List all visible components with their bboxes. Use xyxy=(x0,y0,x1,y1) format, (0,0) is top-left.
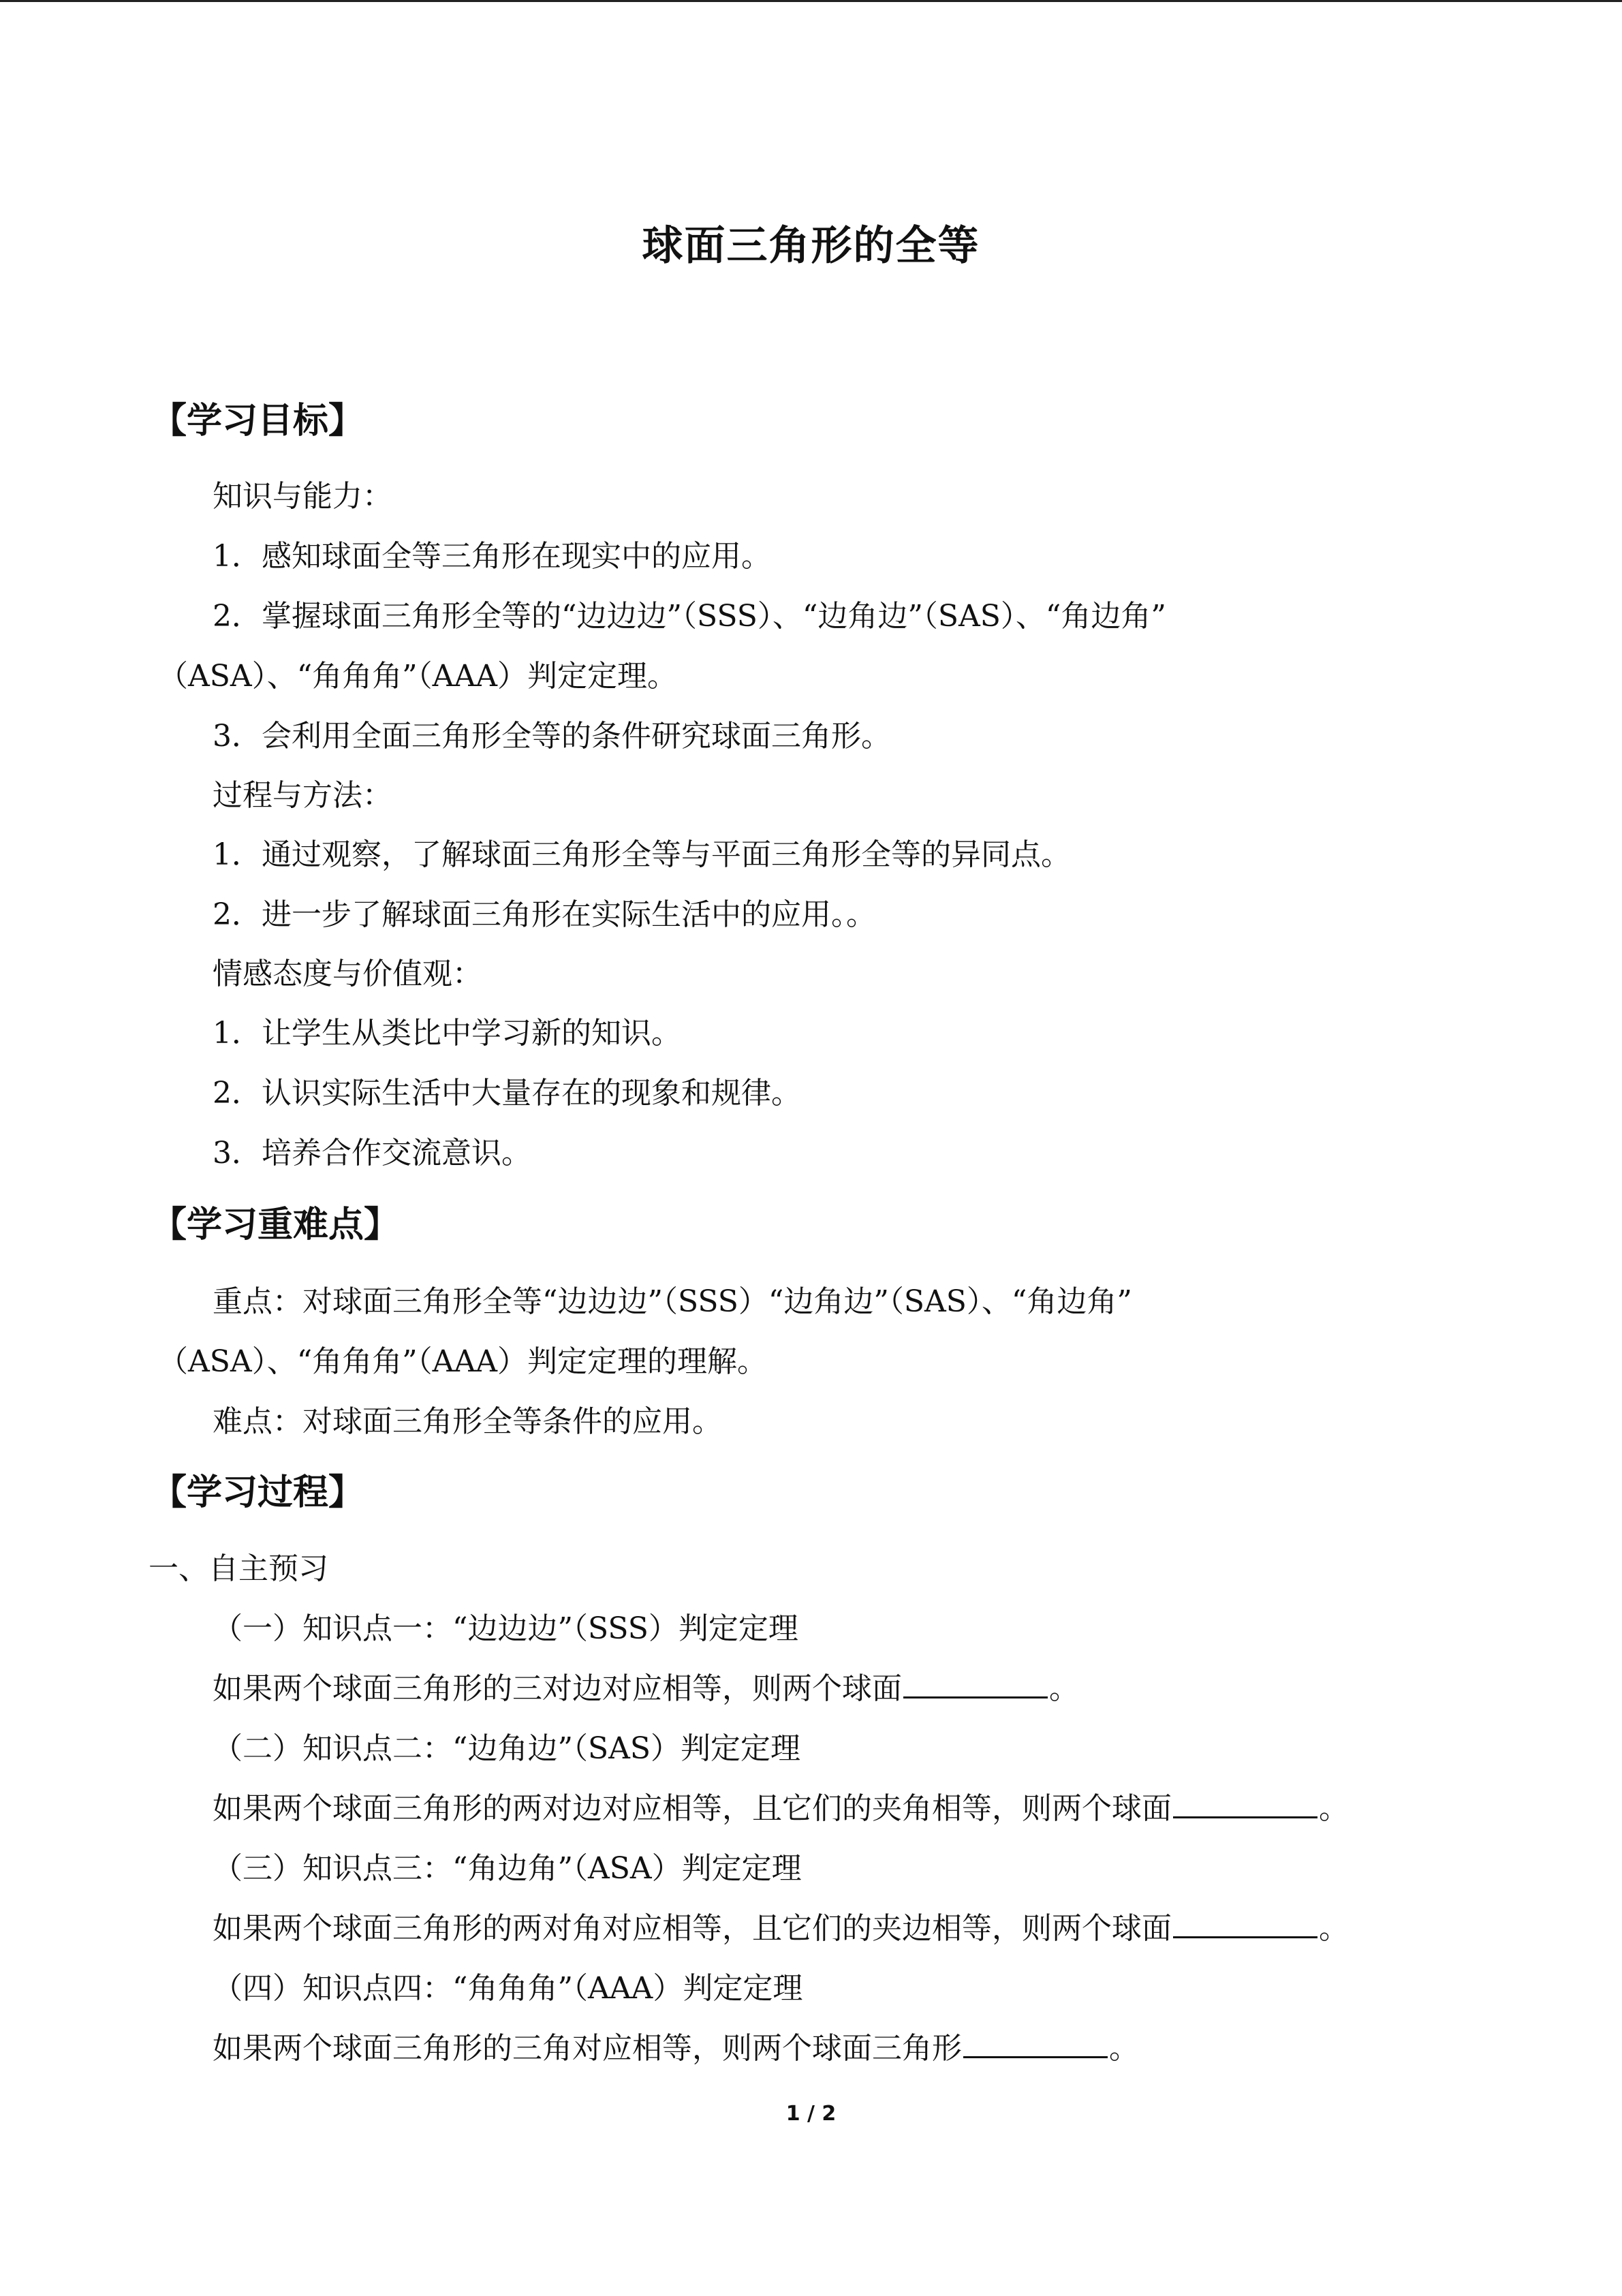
difficulty-text: 难点：对球面三角形全等条件的应用。 xyxy=(213,1404,722,1439)
process-label: 过程与方法： xyxy=(213,778,392,813)
page-title: 球面三角形的全等 xyxy=(642,222,980,270)
knowledge-point-title: （三）知识点三：“角边角”（ASA）判定定理 xyxy=(213,1851,802,1886)
section-heading-objectives: 【学习目标】 xyxy=(151,401,364,441)
fill-in-question: 如果两个球面三角形的两对角对应相等，且它们的夹边相等，则两个球面 。 xyxy=(213,1911,1349,1946)
objective-item: 2．进一步了解球面三角形在实际生活中的应用。。 xyxy=(213,897,876,932)
knowledge-label: 知识与能力： xyxy=(213,479,392,514)
key-point-text-continued: （ASA）、“角角角”（AAA）判定定理的理解。 xyxy=(158,1344,768,1379)
objective-item: 3．培养合作交流意识。 xyxy=(213,1136,531,1170)
emotion-label: 情感态度与价值观： xyxy=(213,957,482,991)
key-point-text: 重点：对球面三角形全等“边边边”（SSS）“边角边”（SAS）、“角边角” xyxy=(213,1284,1132,1319)
fill-in-question: 如果两个球面三角形的三角对应相等，则两个球面三角形 。 xyxy=(213,2031,1139,2066)
answer-blank[interactable] xyxy=(1173,1790,1317,1818)
page-number: 1 / 2 xyxy=(785,2102,837,2126)
section-heading-process: 【学习过程】 xyxy=(151,1472,364,1513)
objective-item: 1．感知球面全等三角形在现实中的应用。 xyxy=(213,539,771,574)
document-page xyxy=(0,2,1622,2296)
fill-in-question: 如果两个球面三角形的三对边对应相等，则两个球面 。 xyxy=(213,1671,1079,1706)
objective-item-continued: （ASA）、“角角角”（AAA）判定定理。 xyxy=(158,659,678,694)
objective-item: 2．掌握球面三角形全等的“边边边”（SSS）、“边角边”（SAS）、“角边角” xyxy=(213,599,1166,634)
part-title: 一、自主预习 xyxy=(149,1551,328,1586)
objective-item: 1．通过观察，了解球面三角形全等与平面三角形全等的异同点。 xyxy=(213,837,1071,872)
answer-blank[interactable] xyxy=(963,2030,1108,2058)
knowledge-point-title: （一）知识点一：“边边边”（SSS）判定定理 xyxy=(213,1611,798,1646)
knowledge-point-title: （四）知识点四：“角角角”（AAA）判定定理 xyxy=(213,1971,803,2006)
fill-in-question: 如果两个球面三角形的两对边对应相等，且它们的夹角相等，则两个球面 。 xyxy=(213,1791,1349,1826)
section-heading-key-points: 【学习重难点】 xyxy=(151,1205,400,1245)
answer-blank[interactable] xyxy=(903,1671,1048,1698)
objective-item: 1．让学生从类比中学习新的知识。 xyxy=(213,1016,681,1051)
knowledge-point-title: （二）知识点二：“边角边”（SAS）判定定理 xyxy=(213,1731,801,1766)
answer-blank[interactable] xyxy=(1173,1910,1317,1938)
objective-item: 3．会利用全面三角形全等的条件研究球面三角形。 xyxy=(213,719,891,754)
objective-item: 2．认识实际生活中大量存在的现象和规律。 xyxy=(213,1076,801,1111)
